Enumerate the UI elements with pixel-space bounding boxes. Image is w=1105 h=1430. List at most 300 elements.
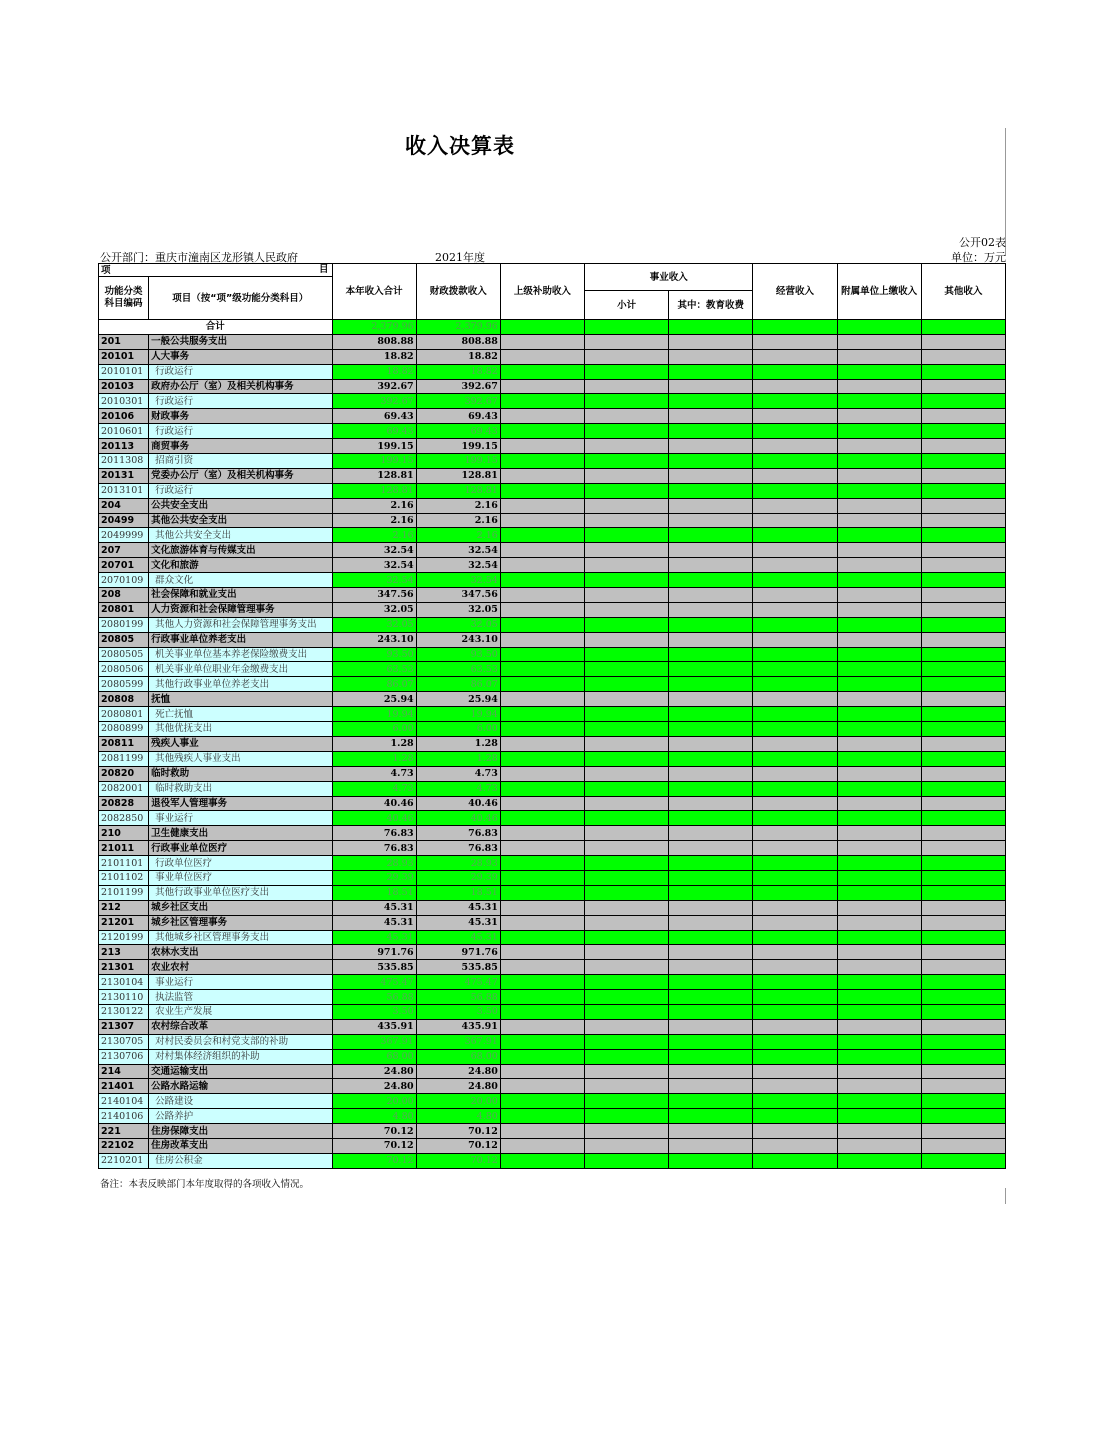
row-empty-cell (837, 736, 921, 751)
row-empty-cell (753, 528, 837, 543)
row-empty-cell (837, 692, 921, 707)
row-empty-cell (585, 796, 669, 811)
row-empty-cell (669, 1079, 753, 1094)
row-fiscal: 32.05 (416, 617, 500, 632)
row-total: 18.51 (332, 885, 416, 900)
row-empty-cell (837, 751, 921, 766)
row-empty-cell (500, 647, 584, 662)
row-fiscal: 93.50 (416, 647, 500, 662)
row-empty-cell (753, 1049, 837, 1064)
row-code: 2130705 (99, 1034, 149, 1049)
row-empty-cell (585, 707, 669, 722)
row-empty-cell (837, 543, 921, 558)
row-empty-cell (921, 1064, 1005, 1079)
row-empty-cell (585, 722, 669, 737)
row-empty-cell (669, 1094, 753, 1109)
row-empty-cell (669, 468, 753, 483)
row-empty-cell (753, 1079, 837, 1094)
row-code: 21307 (99, 1019, 149, 1034)
row-empty-cell (837, 826, 921, 841)
row-fiscal: 392.67 (416, 394, 500, 409)
row-fiscal: 4.73 (416, 781, 500, 796)
row-total: 6.00 (332, 722, 416, 737)
row-total: 475.47 (332, 975, 416, 990)
row-empty-cell (837, 439, 921, 454)
row-empty-cell (837, 1109, 921, 1124)
row-empty-cell (585, 811, 669, 826)
row-empty-cell (669, 870, 753, 885)
row-total: 4.80 (332, 1109, 416, 1124)
row-total: 45.31 (332, 915, 416, 930)
row-empty-cell (669, 513, 753, 528)
table-row (99, 349, 1006, 364)
header-operating: 经营收入 (753, 264, 837, 320)
row-empty-cell (669, 707, 753, 722)
row-empty-cell (669, 900, 753, 915)
row-empty-cell (837, 975, 921, 990)
row-total: 808.88 (332, 334, 416, 349)
row-name: 一般公共服务支出 (149, 334, 332, 349)
row-empty-cell (669, 379, 753, 394)
table-row (99, 856, 1006, 871)
row-empty-cell (921, 766, 1005, 781)
row-fiscal: 243.10 (416, 632, 500, 647)
page-title: 收入决算表 (405, 134, 515, 158)
row-empty-cell (669, 602, 753, 617)
row-empty-cell (500, 483, 584, 498)
row-empty-cell (753, 602, 837, 617)
row-code: 2081199 (99, 751, 149, 766)
header-superior: 上级补助收入 (500, 264, 584, 320)
row-empty-cell (921, 513, 1005, 528)
row-empty-cell (585, 334, 669, 349)
row-empty-cell (837, 483, 921, 498)
row-empty-cell (837, 632, 921, 647)
table-row (99, 1153, 1006, 1168)
row-total: 24.80 (332, 1079, 416, 1094)
row-empty-cell (585, 751, 669, 766)
row-empty-cell (753, 632, 837, 647)
row-total: 535.85 (332, 960, 416, 975)
row-fiscal: 2.16 (416, 528, 500, 543)
row-empty-cell (585, 885, 669, 900)
row-empty-cell (500, 334, 584, 349)
row-code: 212 (99, 900, 149, 915)
row-empty-cell (500, 1124, 584, 1139)
row-empty-cell (837, 1079, 921, 1094)
table-row (99, 454, 1006, 469)
row-empty-cell (837, 454, 921, 469)
table-row (99, 513, 1006, 528)
row-empty-cell (500, 468, 584, 483)
table-row (99, 811, 1006, 826)
row-name: 临时救助 (149, 766, 332, 781)
row-code: 2011308 (99, 454, 149, 469)
row-empty-cell (669, 558, 753, 573)
row-empty-cell (500, 498, 584, 513)
row-empty-cell (837, 1064, 921, 1079)
row-total: 3.50 (332, 1004, 416, 1019)
row-code: 20805 (99, 632, 149, 647)
row-empty-cell (921, 632, 1005, 647)
row-name: 抚恤 (149, 692, 332, 707)
table-row (99, 483, 1006, 498)
row-total: 45.31 (332, 930, 416, 945)
row-empty-cell (837, 945, 921, 960)
row-fiscal: 199.15 (416, 454, 500, 469)
row-fiscal: 971.76 (416, 945, 500, 960)
header-subtotal: 小计 (585, 291, 669, 320)
row-empty-cell (921, 811, 1005, 826)
row-code: 20820 (99, 766, 149, 781)
row-total: 20.00 (332, 1094, 416, 1109)
row-code: 20499 (99, 513, 149, 528)
row-empty-cell (921, 975, 1005, 990)
row-code: 2120199 (99, 930, 149, 945)
total-label: 合计 (99, 320, 333, 335)
row-empty-cell (585, 483, 669, 498)
row-code: 2130122 (99, 1004, 149, 1019)
row-fiscal: 29.39 (416, 870, 500, 885)
row-empty-cell (921, 528, 1005, 543)
table-row (99, 915, 1006, 930)
row-code: 2210201 (99, 1153, 149, 1168)
table-row (99, 736, 1006, 751)
row-name: 住房改革支出 (149, 1138, 332, 1153)
row-empty-cell (585, 990, 669, 1005)
row-name: 行政运行 (149, 394, 332, 409)
row-code: 22102 (99, 1138, 149, 1153)
row-fiscal: 32.54 (416, 558, 500, 573)
row-empty-cell (585, 617, 669, 632)
row-empty-cell (921, 588, 1005, 603)
row-name: 其他优抚支出 (149, 722, 332, 737)
row-code: 2082001 (99, 781, 149, 796)
row-code: 204 (99, 498, 149, 513)
row-empty-cell (753, 349, 837, 364)
row-empty-cell (500, 1079, 584, 1094)
row-name: 卫生健康支出 (149, 826, 332, 841)
row-total: 1.28 (332, 751, 416, 766)
row-name: 农林水支出 (149, 945, 332, 960)
row-empty-cell (585, 975, 669, 990)
row-empty-cell (753, 1138, 837, 1153)
row-empty-cell (669, 841, 753, 856)
row-empty-cell (585, 558, 669, 573)
row-empty-cell (669, 588, 753, 603)
row-total: 367.91 (332, 1034, 416, 1049)
table-row (99, 364, 1006, 379)
row-empty-cell (585, 841, 669, 856)
row-empty-cell (500, 1049, 584, 1064)
row-total: 32.05 (332, 602, 416, 617)
row-empty-cell (753, 662, 837, 677)
row-empty-cell (753, 1019, 837, 1034)
table-row (99, 766, 1006, 781)
table-row (99, 498, 1006, 513)
row-code: 2101199 (99, 885, 149, 900)
row-empty-cell (921, 662, 1005, 677)
row-empty-cell (837, 498, 921, 513)
row-empty-cell (669, 394, 753, 409)
row-total: 2.16 (332, 513, 416, 528)
header-xiang: 项 (101, 264, 111, 276)
row-total: 128.81 (332, 468, 416, 483)
table-row (99, 751, 1006, 766)
row-name: 文化和旅游 (149, 558, 332, 573)
row-empty-cell (921, 900, 1005, 915)
row-fiscal: 199.15 (416, 439, 500, 454)
row-total: 76.83 (332, 841, 416, 856)
table-row (99, 1004, 1006, 1019)
row-empty-cell (753, 513, 837, 528)
row-code: 2080199 (99, 617, 149, 632)
row-code: 21011 (99, 841, 149, 856)
row-empty-cell (753, 394, 837, 409)
row-empty-cell (500, 1034, 584, 1049)
row-name: 公路水路运输 (149, 1079, 332, 1094)
row-name: 其他公共安全支出 (149, 528, 332, 543)
row-fiscal: 4.73 (416, 766, 500, 781)
row-code: 2080599 (99, 677, 149, 692)
row-empty-cell (921, 841, 1005, 856)
row-empty-cell (921, 856, 1005, 871)
header-business: 事业收入 (585, 264, 753, 291)
header-fiscal: 财政拨款收入 (416, 264, 500, 320)
row-empty-cell (585, 677, 669, 692)
table-number: 公开02表 (959, 236, 1006, 249)
row-empty-cell (500, 826, 584, 841)
table-row (99, 692, 1006, 707)
row-empty-cell (921, 692, 1005, 707)
row-name: 党委办公厅（室）及相关机构事务 (149, 468, 332, 483)
row-empty-cell (753, 975, 837, 990)
row-empty-cell (500, 513, 584, 528)
row-empty-cell (753, 617, 837, 632)
row-empty-cell (669, 647, 753, 662)
footnote: 备注：本表反映部门本年度取得的各项收入情况。 (100, 1179, 310, 1190)
row-total: 2.16 (332, 528, 416, 543)
row-empty-cell (753, 692, 837, 707)
table-body (99, 334, 1006, 1168)
table-row (99, 1034, 1006, 1049)
row-total: 1.28 (332, 736, 416, 751)
row-empty-cell (585, 1034, 669, 1049)
row-name: 事业单位医疗 (149, 870, 332, 885)
row-name: 文化旅游体育与传媒支出 (149, 543, 332, 558)
row-code: 2010301 (99, 394, 149, 409)
row-empty-cell (500, 811, 584, 826)
header-name: 项目（按“项”级功能分类科目） (149, 277, 332, 320)
row-empty-cell (669, 990, 753, 1005)
row-empty-cell (921, 751, 1005, 766)
row-empty-cell (753, 826, 837, 841)
row-empty-cell (837, 647, 921, 662)
table-row (99, 617, 1006, 632)
row-empty-cell (585, 573, 669, 588)
row-empty-cell (585, 1124, 669, 1139)
row-code: 221 (99, 1124, 149, 1139)
row-total: 4.73 (332, 766, 416, 781)
table-row (99, 707, 1006, 722)
row-empty-cell (753, 1004, 837, 1019)
page-edge-line-bottom (1005, 1188, 1006, 1204)
row-empty-cell (500, 692, 584, 707)
row-fiscal: 24.80 (416, 1064, 500, 1079)
header-affiliated: 附属单位上缴收入 (837, 264, 921, 320)
row-total: 69.43 (332, 424, 416, 439)
row-empty-cell (669, 349, 753, 364)
table-row (99, 990, 1006, 1005)
row-empty-cell (585, 394, 669, 409)
row-empty-cell (837, 364, 921, 379)
row-empty-cell (669, 1153, 753, 1168)
table-row (99, 1109, 1006, 1124)
row-empty-cell (669, 915, 753, 930)
row-empty-cell (669, 945, 753, 960)
row-empty-cell (500, 543, 584, 558)
row-total: 2.16 (332, 498, 416, 513)
row-empty-cell (585, 766, 669, 781)
row-empty-cell (669, 751, 753, 766)
row-total: 56.88 (332, 990, 416, 1005)
table-row (99, 424, 1006, 439)
row-fiscal: 18.82 (416, 364, 500, 379)
row-empty-cell (921, 454, 1005, 469)
row-empty-cell (921, 1004, 1005, 1019)
row-empty-cell (500, 1019, 584, 1034)
row-total: 76.83 (332, 826, 416, 841)
row-empty-cell (921, 826, 1005, 841)
row-code: 2010601 (99, 424, 149, 439)
row-name: 其他行政事业单位养老支出 (149, 677, 332, 692)
row-total: 392.67 (332, 379, 416, 394)
row-total: 40.46 (332, 796, 416, 811)
row-empty-cell (500, 588, 584, 603)
row-empty-cell (669, 454, 753, 469)
row-total: 32.54 (332, 573, 416, 588)
row-empty-cell (921, 781, 1005, 796)
row-empty-cell (921, 736, 1005, 751)
table-row (99, 394, 1006, 409)
row-empty-cell (753, 364, 837, 379)
header-other: 其他收入 (921, 264, 1005, 320)
row-empty-cell (500, 662, 584, 677)
row-empty-cell (669, 334, 753, 349)
row-empty-cell (669, 766, 753, 781)
table-row (99, 870, 1006, 885)
row-total: 32.05 (332, 617, 416, 632)
row-fiscal: 24.80 (416, 1079, 500, 1094)
row-fiscal: 18.82 (416, 349, 500, 364)
row-empty-cell (753, 573, 837, 588)
row-empty-cell (753, 915, 837, 930)
row-code: 21301 (99, 960, 149, 975)
table-row (99, 379, 1006, 394)
row-empty-cell (753, 930, 837, 945)
row-total: 70.12 (332, 1138, 416, 1153)
row-empty-cell (500, 1004, 584, 1019)
row-total: 392.67 (332, 394, 416, 409)
row-empty-cell (753, 707, 837, 722)
row-empty-cell (837, 394, 921, 409)
row-name: 执法监管 (149, 990, 332, 1005)
row-empty-cell (669, 975, 753, 990)
row-empty-cell (585, 1049, 669, 1064)
row-empty-cell (837, 528, 921, 543)
row-empty-cell (500, 1109, 584, 1124)
row-empty-cell (921, 334, 1005, 349)
row-name: 群众文化 (149, 573, 332, 588)
row-fiscal: 63.53 (416, 662, 500, 677)
row-total: 347.56 (332, 588, 416, 603)
row-empty-cell (669, 856, 753, 871)
table-row (99, 960, 1006, 975)
row-empty-cell (753, 722, 837, 737)
row-empty-cell (500, 632, 584, 647)
row-empty-cell (500, 766, 584, 781)
row-total: 32.54 (332, 558, 416, 573)
table-row (99, 900, 1006, 915)
row-name: 城乡社区管理事务 (149, 915, 332, 930)
row-empty-cell (585, 409, 669, 424)
row-empty-cell (669, 528, 753, 543)
row-fiscal: 475.47 (416, 975, 500, 990)
row-name: 商贸事务 (149, 439, 332, 454)
row-fiscal: 69.43 (416, 424, 500, 439)
row-fiscal: 367.91 (416, 1034, 500, 1049)
row-empty-cell (921, 602, 1005, 617)
table-row (99, 1049, 1006, 1064)
row-empty-cell (753, 900, 837, 915)
row-empty-cell (585, 454, 669, 469)
row-empty-cell (585, 364, 669, 379)
row-empty-cell (500, 528, 584, 543)
row-code: 2130110 (99, 990, 149, 1005)
row-total: 29.39 (332, 870, 416, 885)
row-empty-cell (753, 1124, 837, 1139)
table-row (99, 677, 1006, 692)
row-total: 18.82 (332, 349, 416, 364)
row-empty-cell (921, 1138, 1005, 1153)
header-mu: 目 (318, 264, 329, 275)
row-fiscal: 4.80 (416, 1109, 500, 1124)
row-empty-cell (669, 1004, 753, 1019)
row-empty-cell (921, 483, 1005, 498)
table-row (99, 662, 1006, 677)
row-empty-cell (837, 781, 921, 796)
row-empty-cell (585, 1109, 669, 1124)
row-empty-cell (585, 379, 669, 394)
table-row (99, 930, 1006, 945)
row-code: 207 (99, 543, 149, 558)
row-code: 2080506 (99, 662, 149, 677)
row-empty-cell (500, 409, 584, 424)
row-empty-cell (753, 677, 837, 692)
row-empty-cell (500, 349, 584, 364)
row-empty-cell (921, 990, 1005, 1005)
row-empty-cell (500, 751, 584, 766)
table-row (99, 588, 1006, 603)
row-name: 招商引资 (149, 454, 332, 469)
row-fiscal: 45.31 (416, 915, 500, 930)
row-name: 住房保障支出 (149, 1124, 332, 1139)
row-empty-cell (753, 856, 837, 871)
row-empty-cell (585, 856, 669, 871)
row-empty-cell (753, 796, 837, 811)
total-row (99, 320, 1006, 335)
header-total: 本年收入合计 (332, 264, 416, 320)
